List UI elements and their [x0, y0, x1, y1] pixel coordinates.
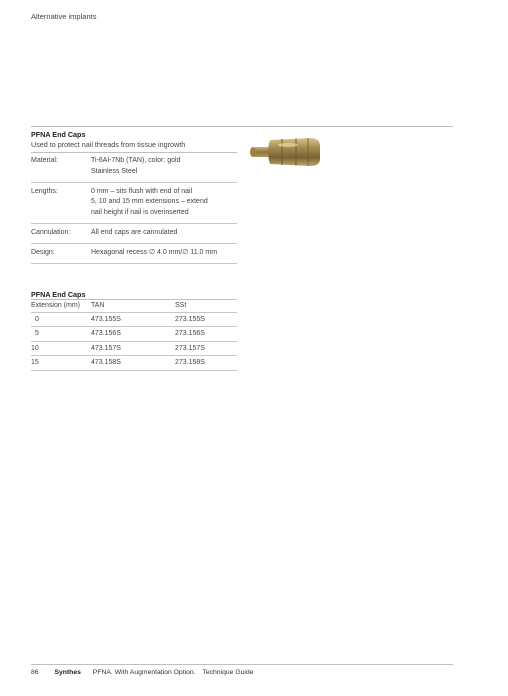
codes-table — [31, 300, 237, 371]
col-header-tan: TAN — [91, 300, 175, 313]
spec-value-line: Ti-6Al-7Nb (TAN), color: gold — [91, 157, 181, 164]
cell-extension: 0 — [31, 313, 91, 327]
table-row — [31, 356, 237, 370]
spec-value-line: Hexagonal recess ∅ 4.0 mm/∅ 11.0 mm — [91, 248, 218, 256]
page-number: 86 — [31, 669, 39, 676]
doc-title: PFNA. With Augmentation Option. — [92, 669, 196, 676]
col-header-sst: SSt — [175, 300, 237, 313]
cell-tan: 473.156S — [91, 327, 175, 341]
spec-value-line: 0 mm – sits flush with end of nail — [91, 187, 193, 195]
doc-type: Technique Guide — [202, 669, 254, 676]
spec-value-line: Stainless Steel — [91, 167, 138, 175]
cell-tan: 473.155S — [91, 313, 175, 327]
table-header-row — [31, 300, 237, 313]
footer — [31, 669, 253, 676]
cell-extension: 15 — [31, 356, 91, 370]
spec-value — [91, 156, 237, 182]
col-header-extension: Extension (mm) — [31, 300, 91, 313]
spec-value-line: All end caps are cannulated — [91, 228, 178, 236]
cell-sst: 273.158S — [175, 356, 237, 370]
spec-label: Cannulation: — [31, 223, 91, 243]
spec-value-line: nail height if nail is overinserted — [91, 209, 189, 217]
cell-extension: 5 — [31, 327, 91, 341]
cell-sst: 273.156S — [175, 327, 237, 341]
cell-extension: 10 — [31, 341, 91, 355]
table-row — [31, 313, 237, 327]
end-cap-image — [248, 132, 324, 172]
footer-rule — [31, 664, 453, 665]
table-title: PFNA End Caps — [31, 290, 86, 299]
spec-value — [91, 243, 237, 263]
table-row — [31, 327, 237, 341]
section-subtitle: Used to protect nail threads from tissue ingrowth — [31, 140, 186, 149]
cell-sst: 273.157S — [175, 341, 237, 355]
spec-table — [31, 156, 237, 264]
spec-top-rule — [31, 152, 237, 153]
spec-label: Design: — [31, 243, 91, 263]
section-title: PFNA End Caps — [31, 130, 86, 139]
spec-row-design — [31, 243, 237, 263]
spec-row-lengths — [31, 182, 237, 223]
spec-label: Lengths: — [31, 182, 91, 223]
spec-row-cannulation — [31, 223, 237, 243]
spec-value-line: 5, 10 and 15 mm extensions – extend — [91, 198, 208, 206]
spec-value — [91, 223, 237, 243]
spec-label: Material: — [31, 156, 91, 182]
brand-name: Synthes — [54, 669, 81, 676]
running-head: Alternative implants — [31, 12, 97, 21]
spec-value — [91, 182, 237, 223]
section-divider — [31, 126, 453, 127]
spec-row-material — [31, 156, 237, 182]
cell-sst: 273.155S — [175, 313, 237, 327]
cell-tan: 473.157S — [91, 341, 175, 355]
cell-tan: 473.158S — [91, 356, 175, 370]
table-row — [31, 341, 237, 355]
